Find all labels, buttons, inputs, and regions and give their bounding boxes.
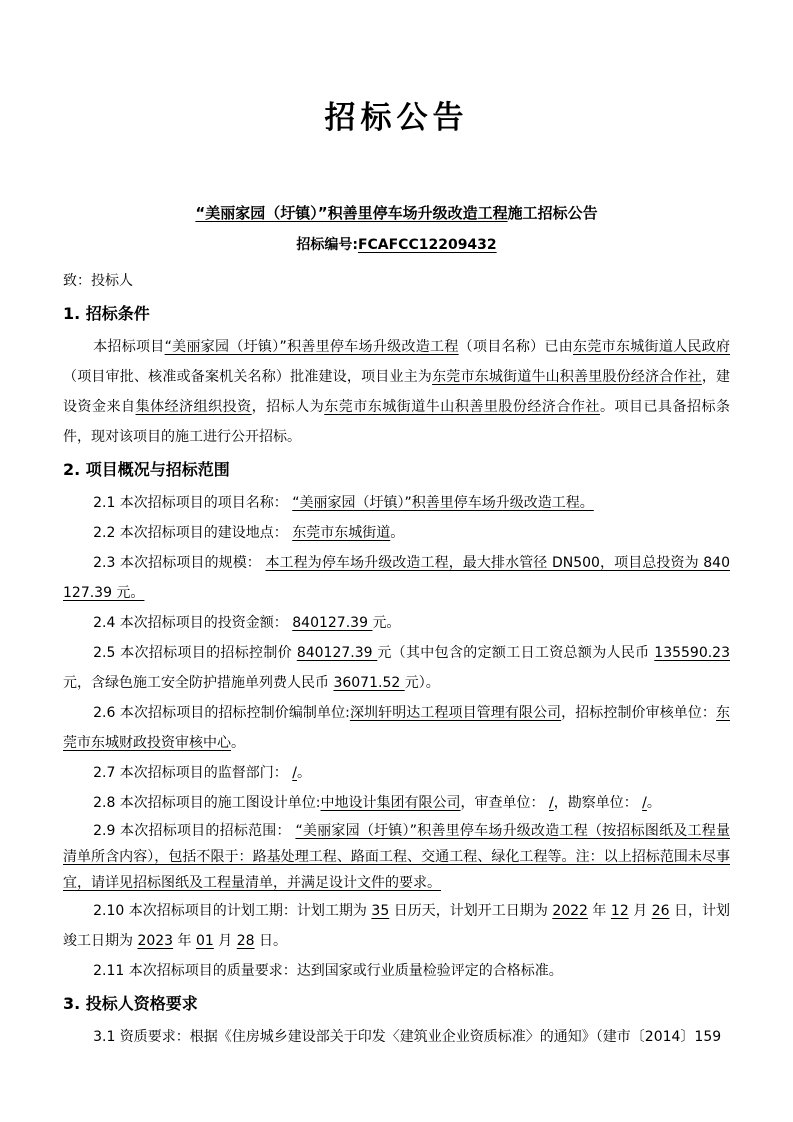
underlined-text: 28 — [236, 933, 255, 949]
underlined-text: / — [548, 795, 554, 811]
text-run: 年 — [173, 933, 196, 949]
underlined-text: “美丽家园（圩镇）”积善里停车场升级改造工程（按招标图纸及工程量清单所含内容），包括不限于：路基处理工程、路面工程、交通工程、绿化工程等。注：以上招标范围未尽事宜，请详见招标图纸及工程量清单，并满足设计文件的要求。 — [63, 823, 730, 891]
paragraph — [63, 638, 730, 698]
text-run: 月 — [628, 903, 652, 919]
paragraph — [63, 608, 730, 638]
text-run: ，招标控制价审核单位： — [561, 705, 717, 721]
text-run: 2.1 本次招标项目的项目名称： — [93, 495, 293, 511]
text-run: 2.3 本次招标项目的规模： — [93, 555, 266, 571]
underlined-text: 36071.52 — [333, 675, 405, 691]
underlined-text: “美丽家园（圩镇）”积善里停车场升级改造工程 — [195, 204, 508, 222]
underlined-text: FCAFCC12209432 — [357, 237, 497, 253]
text-run: 2.8 本次招标项目的施工图设计单位: — [93, 795, 321, 811]
underlined-text: / — [642, 795, 647, 811]
underlined-text: “美丽家园（圩镇）”积善里停车场升级改造工程。 — [292, 495, 594, 511]
underlined-text: 2022 — [552, 903, 588, 919]
underlined-text: 东莞市东城街道牛山积善里股份经济合作社 — [432, 369, 702, 385]
underlined-text: 135590.23 — [654, 645, 730, 661]
paragraph — [63, 332, 730, 452]
tender-number-line — [63, 232, 730, 258]
paragraph — [63, 488, 730, 518]
paragraph — [63, 518, 730, 548]
text-run: 元，含绿色施工安全防护措施单列费人民币 — [63, 675, 334, 691]
text-run: 。 — [231, 735, 245, 751]
text-run: 2.7 本次招标项目的监督部门： — [93, 765, 293, 781]
paragraph — [63, 956, 730, 986]
underlined-text: 本工程为停车场升级改造工程，最大排水管径 DN500，项目总投资为 840127.39 元。 — [63, 555, 730, 601]
paragraph — [63, 548, 730, 608]
text-run: ，招标人为 — [251, 399, 325, 415]
text-run: 。 — [296, 765, 311, 781]
underlined-text: 东莞市东城街道 — [292, 525, 391, 541]
document-body — [63, 298, 730, 1052]
underlined-text: 中地设计集团有限公司 — [320, 795, 461, 811]
paragraph — [63, 758, 730, 788]
text-run: 日。 — [254, 933, 288, 949]
text-run: ，勘察单位： — [553, 795, 643, 811]
text-run: 元。 — [372, 615, 401, 631]
underlined-text: 东莞市东城街道牛山积善里股份经济合作社 — [324, 399, 600, 415]
text-run: 日历天，计划开工日期为 — [389, 903, 553, 919]
text-run: ，审查单位： — [460, 795, 549, 811]
paragraph — [63, 1022, 730, 1052]
text-run: 2.11 本次招标项目的质量要求：达到国家或行业质量检验评定的合格标准。 — [93, 963, 563, 979]
underlined-text: 深圳轩明达工程项目管理有限公司 — [349, 705, 562, 721]
text-run: ，建设资金来自 — [63, 369, 731, 415]
text-run: 。 — [390, 525, 405, 541]
paragraph — [63, 896, 730, 956]
section-heading: 1. 招标条件 — [63, 304, 150, 323]
underlined-text: 01 — [196, 933, 214, 949]
document-subtitle — [63, 200, 730, 226]
text-run: 年 — [587, 903, 611, 919]
underlined-text: 12 — [610, 903, 629, 919]
underlined-text: / — [292, 765, 297, 781]
paragraph — [63, 818, 730, 896]
text-run: 2.10 本次招标项目的计划工期：计划工期为 — [93, 903, 372, 919]
text-run: （项目审批、核准或备案机关名称）批准建设，项目业主为 — [63, 369, 433, 385]
text-run: 2.5 本次招标项目的招标控制价 — [93, 645, 297, 661]
text-run: （项目名称）已由 — [458, 339, 574, 355]
text-run: 施工招标公告 — [507, 204, 598, 222]
text-run: 3.1 资质要求：根据《住房城乡建设部关于印发〈建筑业企业资质标准〉的通知》（建市〔2014〕159 — [93, 1029, 722, 1045]
text-run: 元（其中包含的定额工日工资总额为人民币 — [377, 645, 655, 661]
underlined-text: 东莞市东城财政投资审核中心 — [63, 705, 731, 751]
text-run: 2.4 本次招标项目的投资金额： — [93, 615, 293, 631]
underlined-text: 东莞市东城街道人民政府 — [573, 339, 731, 355]
text-run: 招标编号: — [296, 237, 358, 253]
text-run: 。 — [646, 795, 661, 811]
text-run: 2.9 本次招标项目的招标范围： — [93, 823, 296, 839]
text-run: 元）。 — [404, 675, 440, 691]
section-heading: 2. 项目概况与招标范围 — [63, 460, 230, 479]
text-run: 。项目已具备招标条件，现对该项目的施工进行公开招标。 — [63, 399, 731, 445]
text-run: 本招标项目 — [93, 339, 165, 355]
underlined-text: 集体经济组织投资 — [135, 399, 252, 415]
underlined-text: 26 — [651, 903, 670, 919]
section-heading: 3. 投标人资格要求 — [63, 994, 198, 1013]
addressee-line: 致：投标人 — [63, 273, 133, 289]
underlined-text: 840127.39 — [296, 645, 378, 661]
underlined-text: “美丽家园（圩镇）”积善里停车场升级改造工程 — [164, 339, 459, 355]
underlined-text: 2023 — [137, 933, 174, 949]
paragraph — [63, 698, 730, 758]
paragraph — [63, 788, 730, 818]
document-title: 招标公告 — [324, 100, 469, 136]
text-run: 2.2 本次招标项目的建设地点： — [93, 525, 293, 541]
text-run: 2.6 本次招标项目的招标控制价编制单位: — [93, 705, 350, 721]
underlined-text: 35 — [371, 903, 390, 919]
underlined-text: 840127.39 — [292, 615, 373, 631]
text-run: 日，计划竣工日期为 — [63, 903, 731, 949]
text-run: 月 — [213, 933, 237, 949]
